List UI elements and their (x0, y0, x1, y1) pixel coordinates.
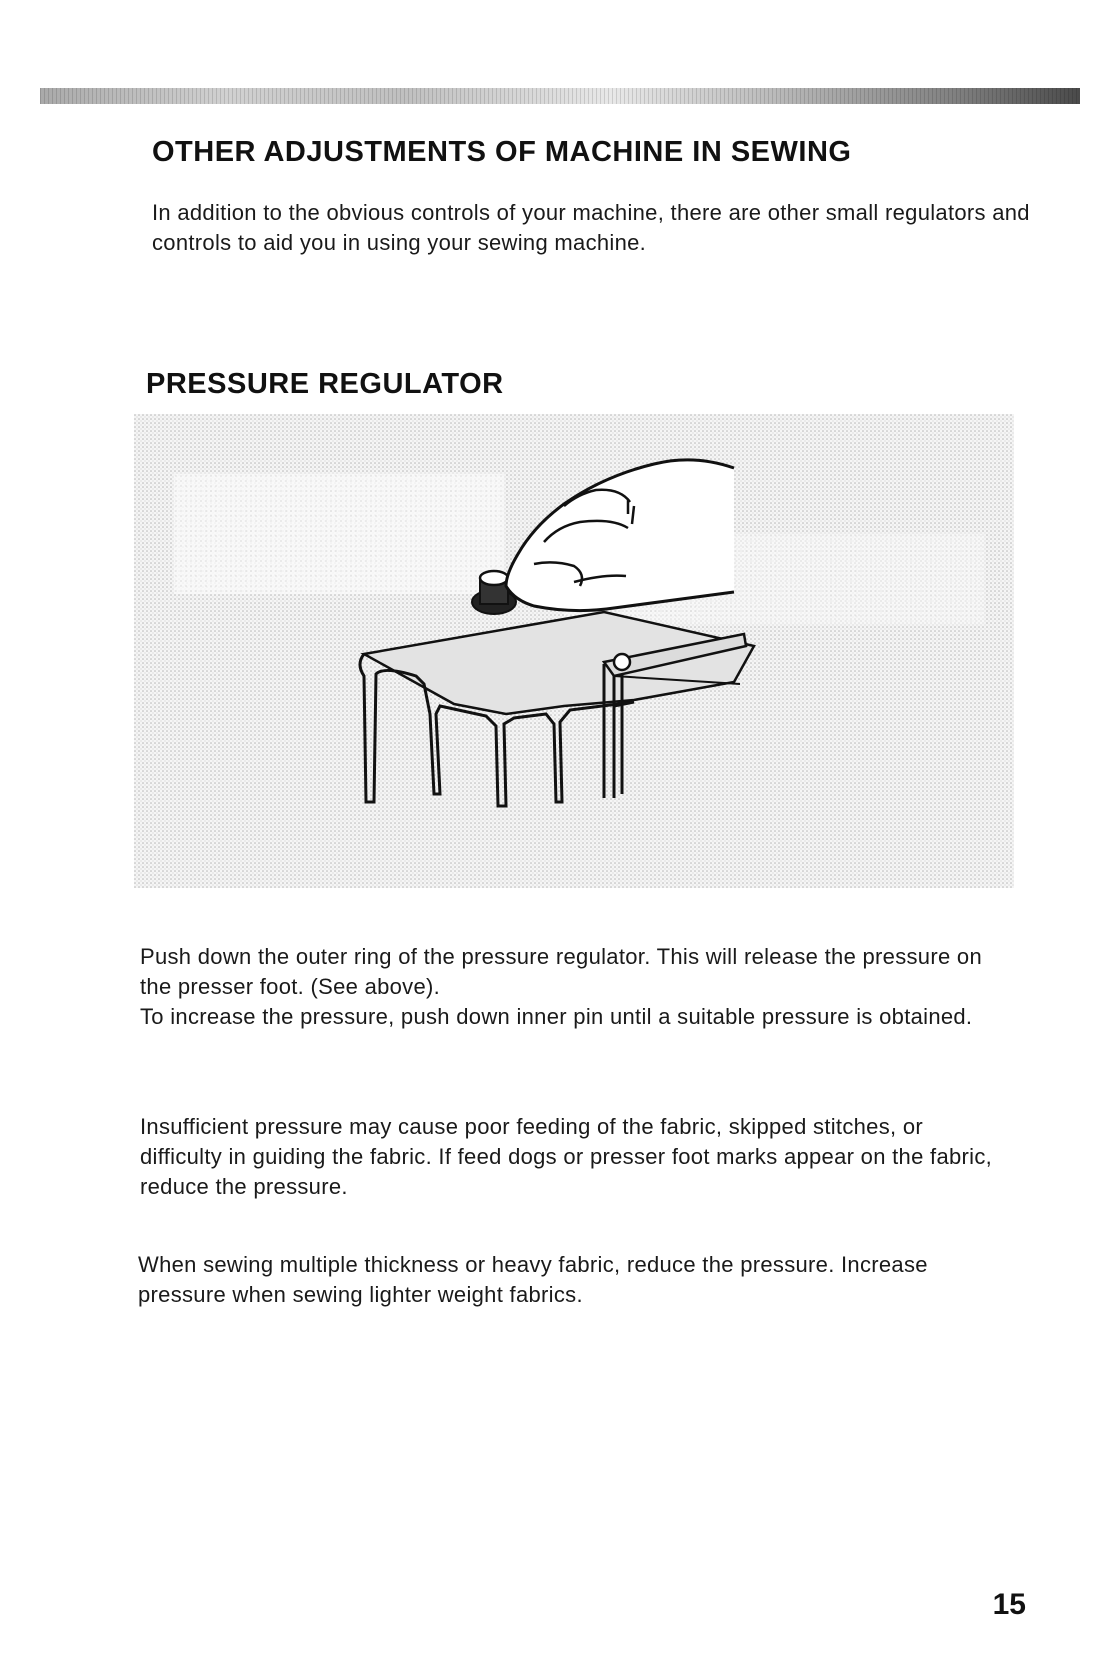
page-number: 15 (992, 1588, 1026, 1621)
pressure-regulator-illustration (134, 414, 1014, 888)
pressure-regulator-inner-pin (480, 571, 508, 585)
page-title: OTHER ADJUSTMENTS OF MACHINE IN SEWING (152, 136, 852, 168)
decorative-top-band-texture (40, 88, 1080, 104)
halftone-highlight (174, 474, 504, 594)
screw-icon (614, 654, 630, 670)
pressure-paragraph-4: When sewing multiple thickness or heavy fabric, reduce the pressure. Increase pressure when sewing lighter weight fabrics. (138, 1252, 928, 1307)
pressure-paragraph-2: To increase the pressure, push down inner pin until a suitable pressure is obtained. (140, 1004, 973, 1029)
section-title: PRESSURE REGULATOR (146, 368, 504, 400)
pressure-paragraph-1: Push down the outer ring of the pressure regulator. This will release the pressure on the presser foot. (See above). (140, 944, 982, 999)
intro-paragraph: In addition to the obvious controls of your machine, there are other small regulators and controls to aid you in using your sewing machine. (152, 200, 1030, 255)
pressure-paragraph-3: Insufficient pressure may cause poor feeding of the fabric, skipped stitches, or difficulty in guiding the fabric. If feed dogs or presser foot marks appear on the fabric, reduce the pressure. (140, 1114, 993, 1199)
